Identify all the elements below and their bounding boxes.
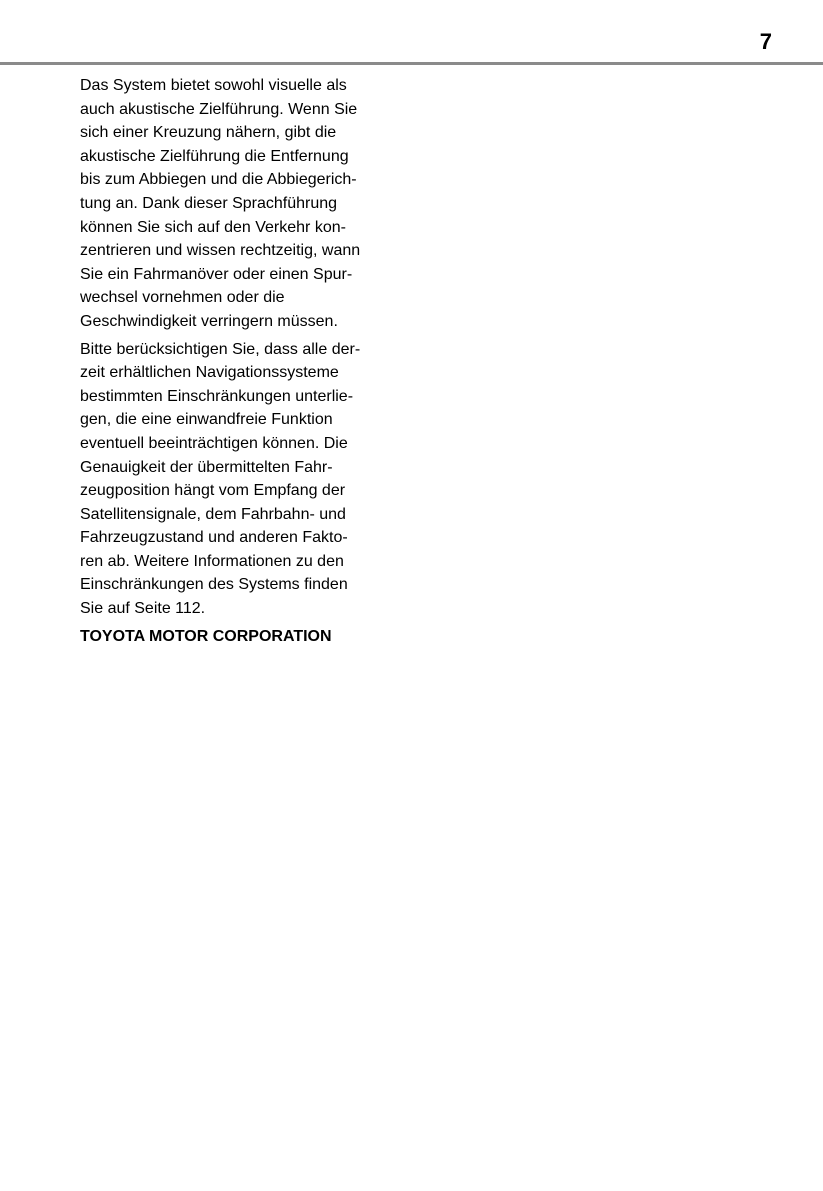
page-number: 7	[759, 29, 772, 54]
text-line: Fahrzeugzustand und anderen Fakto-	[80, 529, 348, 547]
document-body	[80, 74, 400, 648]
text-line: eventuell beeinträchtigen können. Die	[80, 434, 348, 452]
header-rule	[0, 62, 823, 65]
paragraph-guidance	[80, 74, 400, 334]
text-line: Sie auf Seite 112.	[80, 600, 206, 618]
text-line: ren ab. Weitere Informationen zu den	[80, 552, 344, 570]
company-name: TOYOTA MOTOR CORPORATION	[80, 627, 332, 645]
text-line: können Sie sich auf den Verkehr kon-	[80, 218, 346, 236]
text-line: Genauigkeit der übermittelten Fahr-	[80, 458, 333, 476]
text-line: auch akustische Zielführung. Wenn Sie	[80, 100, 358, 118]
text-line: Geschwindigkeit verringern müssen.	[80, 312, 338, 330]
text-line: zeugposition hängt vom Empfang der	[80, 482, 346, 500]
text-line: zentrieren und wissen rechtzeitig, wann	[80, 242, 361, 260]
text-line: Sie ein Fahrmanöver oder einen Spur-	[80, 265, 353, 283]
text-line: zeit erhältlichen Navigationssysteme	[80, 364, 339, 382]
text-line: Das System bietet sowohl visuelle als	[80, 77, 347, 94]
text-line: bis zum Abbiegen und die Abbiegerich-	[80, 171, 357, 189]
text-line: gen, die eine einwandfreie Funktion	[80, 411, 333, 429]
text-line: Bitte berücksichtigen Sie, dass alle der-	[80, 340, 361, 358]
text-line: Einschränkungen des Systems finden	[80, 576, 348, 594]
text-line: tung an. Dank dieser Sprachführung	[80, 194, 338, 212]
text-line: sich einer Kreuzung nähern, gibt die	[80, 124, 337, 142]
text-line: akustische Zielführung die Entfernung	[80, 147, 349, 165]
text-line: Satellitensignale, dem Fahrbahn- und	[80, 505, 346, 523]
paragraph-limitations	[80, 338, 400, 621]
text-line: wechsel vornehmen oder die	[80, 289, 285, 307]
text-line: bestimmten Einschränkungen unterlie-	[80, 387, 354, 405]
